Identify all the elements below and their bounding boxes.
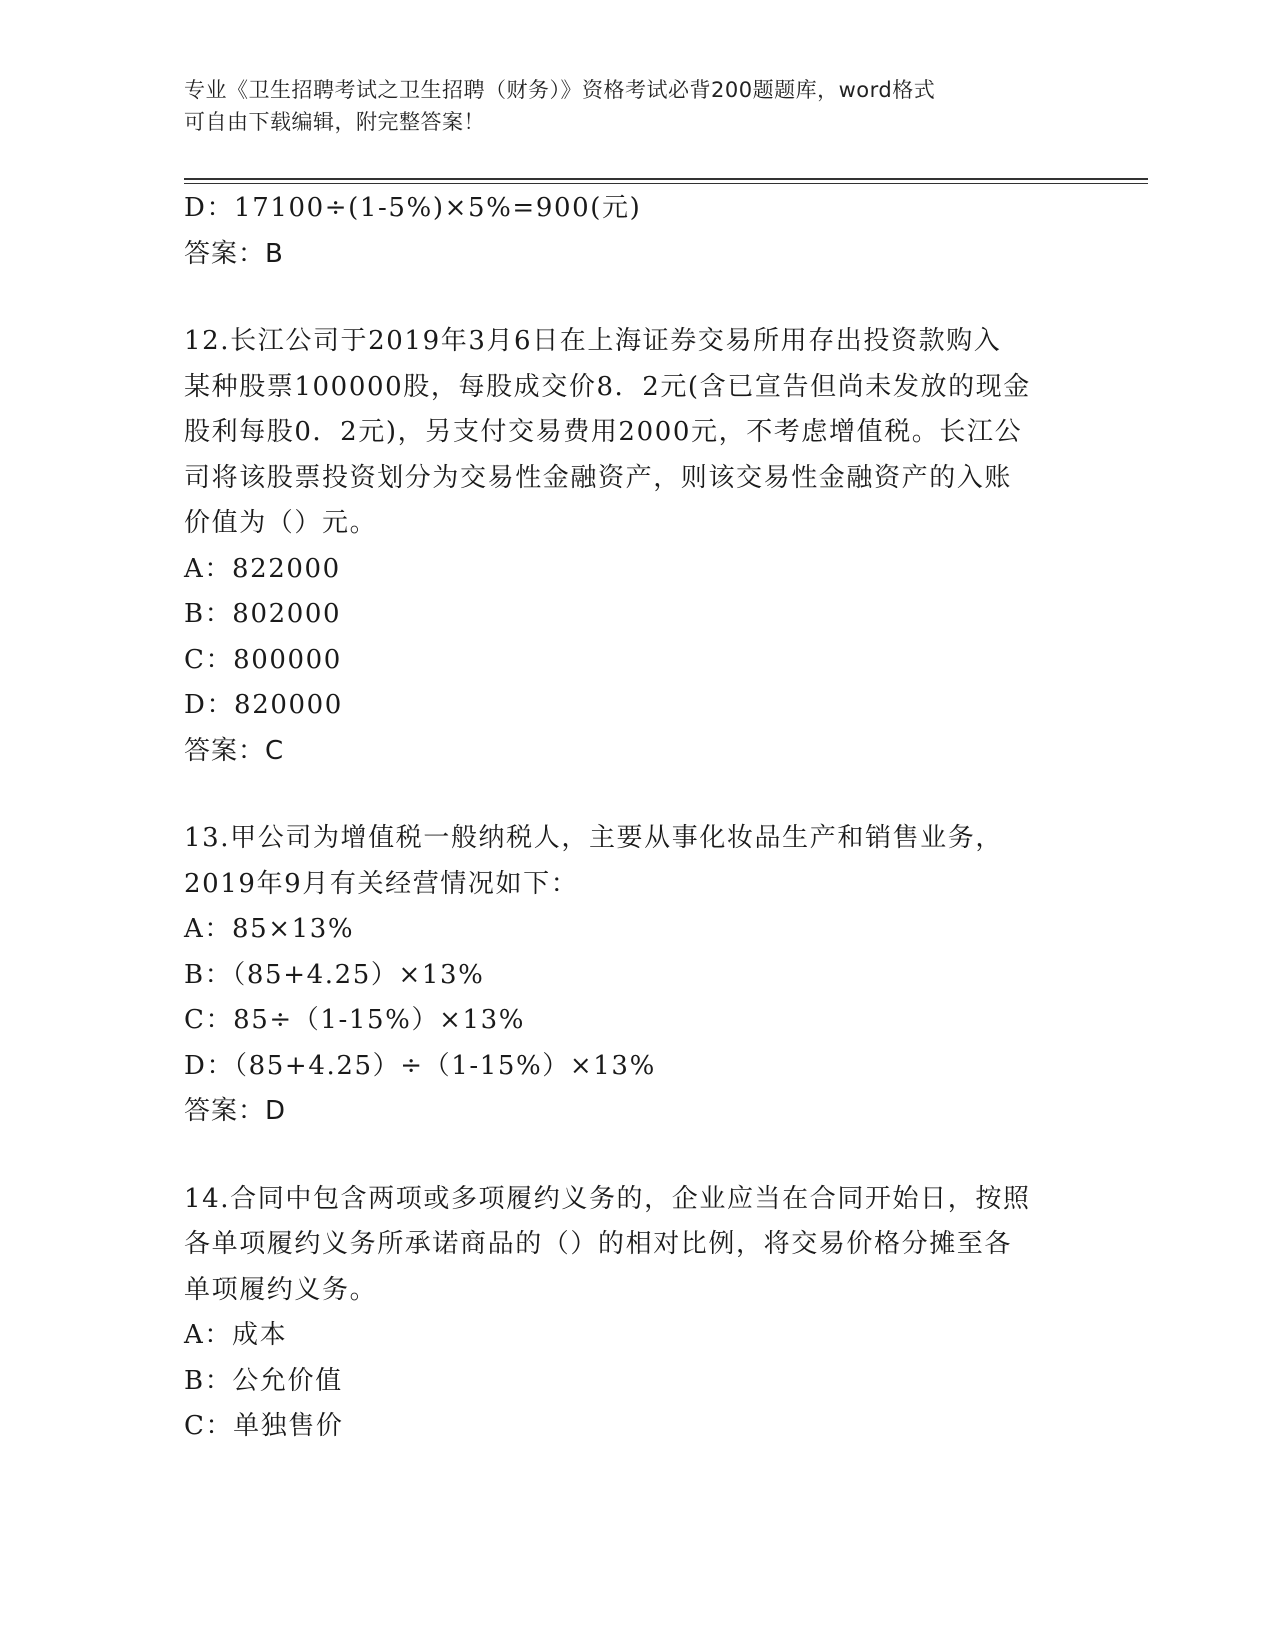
spacer (184, 1135, 1084, 1177)
question-14 (184, 1177, 1084, 1450)
option-c: C：单独售价 (184, 1411, 344, 1441)
question-text-line: 2019年9月有关经营情况如下： (184, 868, 579, 899)
page-header (184, 74, 1064, 138)
spacer (184, 277, 1084, 319)
option-d: D：（85+4.25）÷（1-15%）×13% (184, 1050, 656, 1081)
question-13 (184, 816, 1084, 1135)
option-c: C：85÷（1-15%）×13% (184, 1005, 526, 1035)
question-text-line: 各单项履约义务所承诺商品的（）的相对比例，将交易价格分摊至各 (184, 1229, 1013, 1259)
prev-option-d: D：17100÷(1-5%)×5%=900(元) (184, 193, 642, 223)
question-text-line: 单项履约义务。 (184, 1274, 378, 1305)
answer-line: 答案：D (184, 1096, 287, 1126)
answer-line: 答案：C (184, 735, 285, 766)
option-b: B：（85+4.25）×13% (184, 959, 485, 990)
option-d: D：820000 (184, 690, 343, 720)
option-a: A：822000 (184, 553, 341, 584)
option-a: A：85×13% (184, 914, 355, 944)
option-a: A：成本 (184, 1320, 288, 1350)
document-body (184, 186, 1084, 1450)
question-text-line: 价值为（）元。 (184, 508, 378, 538)
question-text-line: 某种股票100000股，每股成交价8．2元(含已宣告但尚未发放的现金 (184, 371, 1031, 402)
question-text-line: 13.甲公司为增值税一般纳税人，主要从事化妆品生产和销售业务， (184, 823, 1003, 853)
question-text-line: 股利每股0．2元)，另支付交易费用2000元，不考虑增值税。长江公 (184, 417, 1023, 447)
header-line-1: 专业《卫生招聘考试之卫生招聘（财务）》资格考试必背200题题库，word格式 (184, 78, 936, 102)
question-text-line: 司将该股票投资划分为交易性金融资产，则该交易性金融资产的入账 (184, 462, 1013, 493)
question-text-line: 14.合同中包含两项或多项履约义务的，企业应当在合同开始日，按照 (184, 1183, 1031, 1214)
header-line-2: 可自由下载编辑，附完整答案！ (184, 110, 485, 134)
header-divider (184, 178, 1148, 180)
header-divider-thin (184, 183, 1148, 184)
spacer (184, 774, 1084, 816)
option-b: B：802000 (184, 599, 342, 629)
prev-answer: 答案：B (184, 238, 284, 269)
question-12 (184, 319, 1084, 774)
option-c: C：800000 (184, 644, 342, 675)
question-text-line: 12.长江公司于2019年3月6日在上海证券交易所用存出投资款购入 (184, 326, 1002, 356)
option-b: B：公允价值 (184, 1365, 343, 1396)
